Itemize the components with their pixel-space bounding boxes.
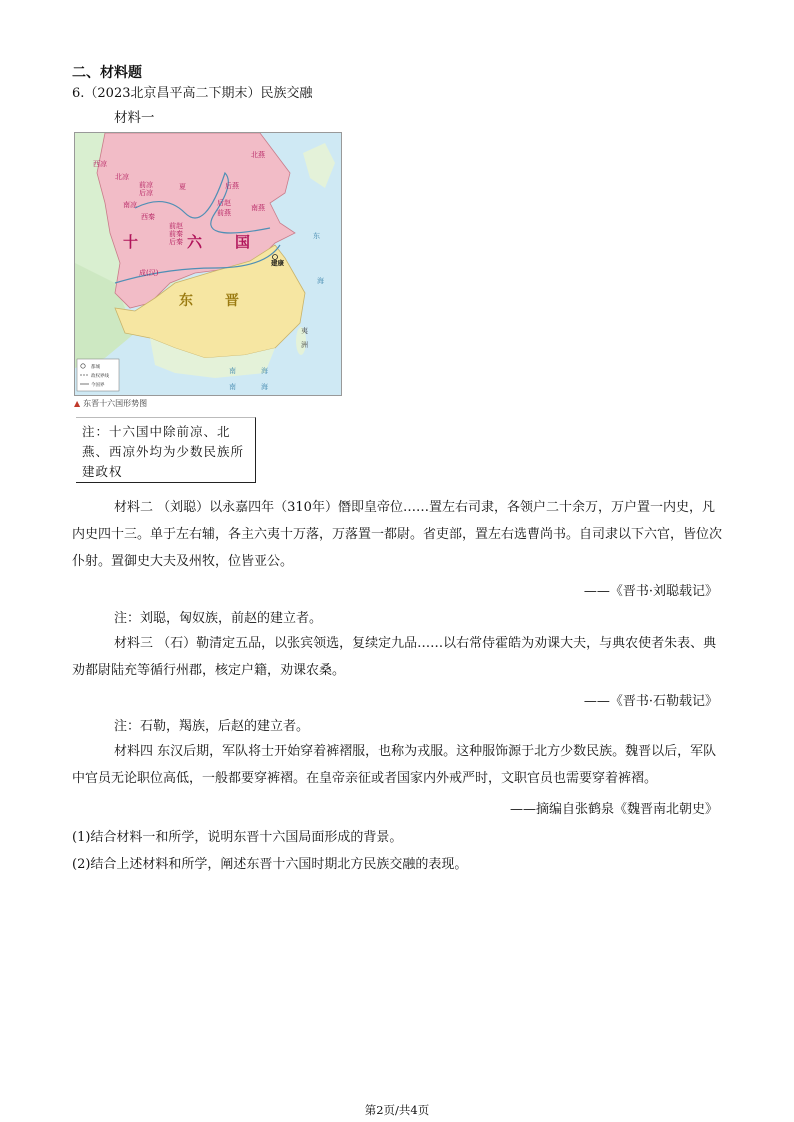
material2-source: ——《晋书·刘聪载记》 <box>583 584 718 599</box>
map-label-guo: 国 <box>235 233 251 251</box>
map-label-houyan: 后燕 <box>225 182 239 190</box>
map-label-yizhou2: 洲 <box>301 341 308 349</box>
question-title: 6.（2023北京昌平高二下期末）民族交融 <box>72 86 313 101</box>
material2-text: 材料二 （刘聪）以永嘉四年（310年）僭即皇帝位……置左右司隶，各领户二十余万，万户置一内史，凡内史四十三。单于左右辅，各主六夷十万落，万落置一都尉。省吏部，置左右选曹尚书。自司隶以下六官，皆位次仆射。置御史大夫及州牧，位皆亚公。 <box>72 500 723 569</box>
map-label-jiankang: 建康 <box>271 259 284 267</box>
map-label-liu: 六 <box>187 233 203 251</box>
map-caption <box>74 398 147 409</box>
note-box: 注：十六国中除前凉、北燕、西凉外均为少数民族所建政权 <box>76 417 256 483</box>
material4-paragraph <box>72 738 722 792</box>
question-1: (1)结合材料一和所学，说明东晋十六国局面形成的背景。 <box>72 830 403 845</box>
map-label-beiliang: 北凉 <box>115 173 129 181</box>
map-label-sea-hai1: 海 <box>317 277 324 285</box>
map-label-yizhou1: 夷 <box>301 327 308 335</box>
page-footer: 第2页/共4页 <box>364 1103 430 1117</box>
map-figure <box>74 132 342 396</box>
map-label-dong: 东 <box>179 293 193 309</box>
map-label-nanliang: 南凉 <box>123 201 137 209</box>
material2-paragraph <box>72 494 722 575</box>
material4-source: ——摘编自张鹤泉《魏晋南北朝史》 <box>509 802 718 817</box>
map-label-shi: 十 <box>123 233 139 251</box>
map-label-houliang: 后凉 <box>139 189 153 197</box>
material3-text: 材料三 （石）勒清定五品，以张宾领选，复续定九品……以右常侍霍皓为劝课大夫，与典农使者朱表、典劝都尉陆充等循行州郡，核定户籍，劝课农桑。 <box>72 636 717 678</box>
material1-label: 材料一 <box>114 110 155 126</box>
map-label-xia: 夏 <box>179 183 186 191</box>
map-label-houqin: 后秦 <box>169 238 183 246</box>
map-label-jin: 晋 <box>225 293 239 309</box>
map-label-houzhao: 后赵 <box>217 199 231 207</box>
map-label-beiyan: 北燕 <box>251 151 265 159</box>
legend-modern: 今国界 <box>91 383 105 388</box>
section-title: 二、材料题 <box>72 65 142 81</box>
map-label-qianqin: 前秦 <box>169 230 183 238</box>
material3-note: 注：石勒，羯族，后赵的建立者。 <box>114 719 310 734</box>
map-label-qianyan: 前燕 <box>217 209 231 217</box>
map-label-sea-nan2: 南 <box>229 383 236 391</box>
map-label-sea-hai3: 海 <box>261 383 268 391</box>
material3-source: ——《晋书·石勒载记》 <box>583 694 718 709</box>
triangle-icon: ▲ <box>74 399 81 408</box>
legend-border: 政权界线 <box>91 374 109 379</box>
material2-note: 注：刘聪，匈奴族，前赵的建立者。 <box>114 611 323 626</box>
map-caption-text: 东晋十六国形势图 <box>83 399 148 408</box>
map-label-xiliang: 西凉 <box>93 160 107 168</box>
map-label-nanyan: 南燕 <box>251 204 265 212</box>
map-label-qianliang: 前凉 <box>139 181 153 189</box>
map-label-sea-dong: 东 <box>313 232 320 240</box>
map-label-xiqin: 西秦 <box>141 213 155 221</box>
material4-text: 材料四 东汉后期，军队将士开始穿着裤褶服，也称为戎服。这种服饰源于北方少数民族。魏晋以后，军队中官员无论职位高低，一般都要穿裤褶。在皇帝亲征或者国家内外戒严时，文职官员也需要穿着裤褶。 <box>72 744 717 786</box>
map-label-sea-nan: 南 <box>229 367 236 375</box>
question-2: (2)结合上述材料和所学，阐述东晋十六国时期北方民族交融的表现。 <box>72 857 468 872</box>
material3-paragraph <box>72 630 722 684</box>
map-label-sea-hai2: 海 <box>261 367 268 375</box>
map-label-qianzhao: 前赵 <box>169 222 183 230</box>
legend-capital: 都城 <box>91 365 100 370</box>
map-label-cheng: 成(汉) <box>139 269 159 277</box>
